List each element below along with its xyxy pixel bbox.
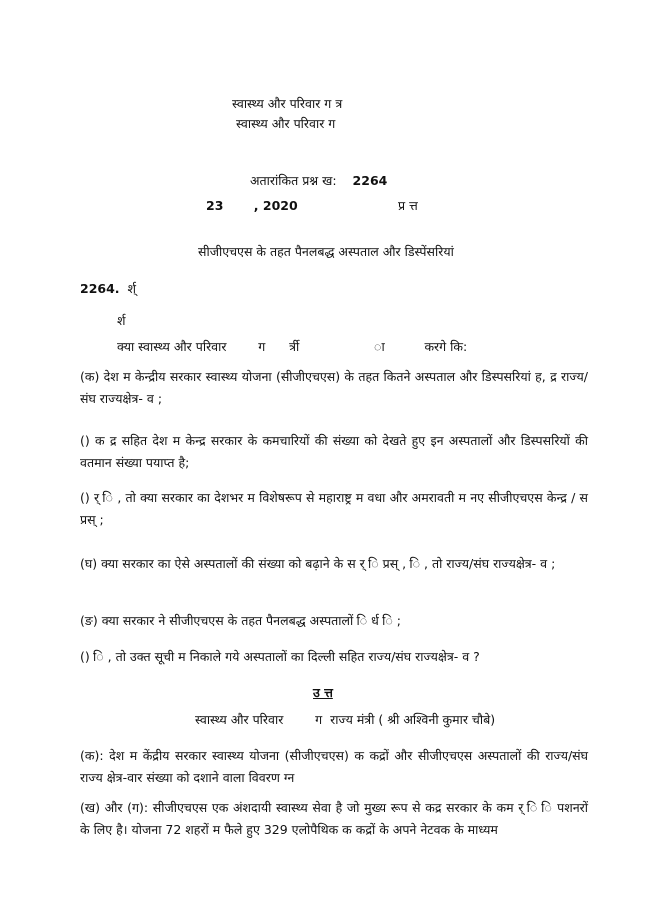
answer-label: प्र त्त xyxy=(398,198,418,213)
question-part-kha: () क द्र सहित देश म केन्द्र सरकार के कमचारियों की संख्या को देखते हुए इन अस्पतालों और डिस्पसरियों की वतमान संख्या पयाप्त है; xyxy=(80,433,588,470)
date-day: 23 xyxy=(206,198,224,213)
question-intro: क्या स्वास्थ्य और परिवार ग र्त्री ा करगे कि: xyxy=(117,339,468,354)
ministry-name: स्वास्थ्य और परिवार ग त्र xyxy=(232,96,343,111)
minister-name: स्वास्थ्य और परिवार ग राज्य मंत्री ( श्री अश्विनी कुमार चौबे) xyxy=(195,712,496,727)
question-part-gha: (घ) क्या सरकार का ऐसे अस्पतालों की संख्या को बढ़ाने के स र् ि प्रस् , ि , तो राज्य/संघ राज्यक्षेत्र- व ; xyxy=(80,556,556,571)
answer-heading: उ त्त xyxy=(313,685,333,700)
date-year: , 2020 xyxy=(253,198,298,213)
question-part-nga: (ङ) क्या सरकार ने सीजीएचएस के तहत पैनलबद्ध अस्पतालों ि र्ध ि ; xyxy=(80,613,401,628)
question-serial: 2264. xyxy=(80,281,120,296)
question-type xyxy=(250,173,387,189)
asker-name-2: र्श xyxy=(117,313,126,328)
answer-part-ka: (क): देश म केंद्रीय सरकार स्वास्थ्य योजना (सीजीएचएस) क कद्रों और सीजीएचएस अस्पतालों की राज्य/संघ राज्य क्षेत्र-वार संख्या को दशाने वाला विवरण ग्न xyxy=(80,748,588,785)
question-type-label: अतारांकित प्रश्न ख: xyxy=(250,173,337,188)
answer-date xyxy=(206,198,418,214)
question-part-cha: () ि , तो उक्त सूची म निकाले गये अस्पतालों का दिल्ली सहित राज्य/संघ राज्यक्षेत्र- व ? xyxy=(80,649,480,664)
question-subject: सीजीएचएस के तहत पैनलबद्ध अस्पताल और डिस्पेंसरियां xyxy=(198,244,454,259)
question-header xyxy=(80,281,136,297)
answer-part-kha-ga: (ख) और (ग): सीजीएचएस एक अंशदायी स्वास्थ्य सेवा है जो मुख्य रूप से कद्र सरकार के कम र् ि ि पशनरों के लिए है। योजना 72 शहरों म फैले हुए 329 एलोपैथिक क कद्रों के अपने नेटवक के माध्यम xyxy=(80,800,588,837)
question-part-ka: (क) देश म केन्द्रीय सरकार स्वास्थ्य योजना (सीजीएचएस) के तहत कितने अस्पताल और डिस्पसरियां ह, द्र राज्य/संघ राज्यक्षेत्र- व ; xyxy=(80,369,588,406)
question-number: 2264 xyxy=(352,173,388,188)
asker-name: र्श् xyxy=(127,281,137,296)
department-name: स्वास्थ्य और परिवार ग xyxy=(236,116,336,131)
question-part-ga: () र् ि , तो क्या सरकार का देशभर म विशेषरूप से महाराष्ट्र म वधा और अमरावती म नए सीजीएचएस केन्द्र / स प्रस् ; xyxy=(80,490,588,527)
